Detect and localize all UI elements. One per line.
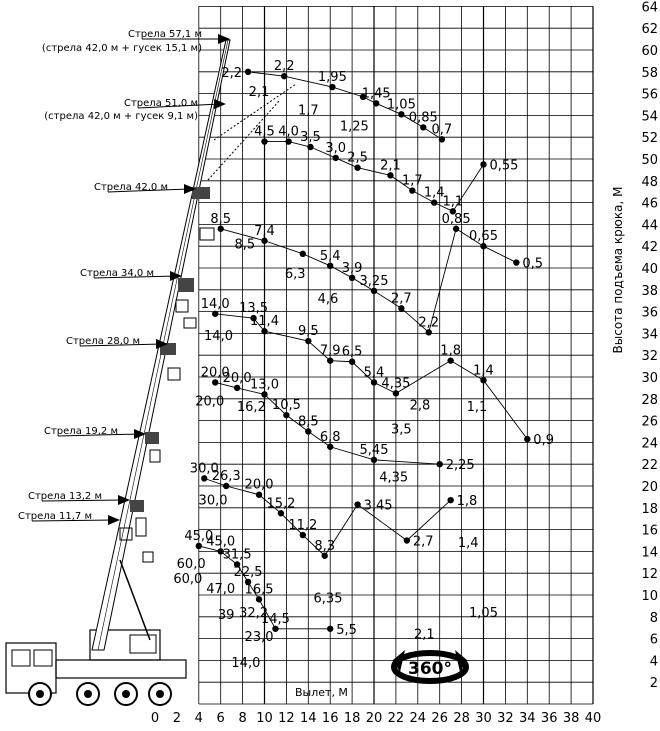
boom-label: Стрела 13,2 м [28, 491, 102, 502]
data-label: 1,25 [339, 119, 369, 135]
data-label: 26,3 [211, 469, 241, 484]
x-tick-label: 22 [387, 711, 405, 726]
y-tick-label: 32 [641, 349, 658, 365]
data-label: 0,65 [469, 229, 498, 245]
data-point [300, 251, 306, 257]
y-tick-label: 14 [641, 545, 658, 561]
data-label: 1,95 [317, 70, 347, 86]
data-label: 2,7 [391, 291, 412, 307]
data-label: 6,8 [319, 429, 341, 445]
data-label: 1,05 [386, 97, 416, 113]
data-label: 16,2 [236, 399, 266, 415]
x-tick-label: 24 [409, 711, 427, 726]
boom-arrow-head [214, 99, 226, 109]
data-label: 1,1 [442, 194, 464, 210]
data-label: 8,5 [234, 237, 256, 253]
data-label: 15,2 [266, 496, 296, 512]
boom-label: Стрела 28,0 м [66, 336, 140, 347]
data-label: 4,35 [381, 376, 411, 392]
data-label: 60,0 [173, 572, 203, 588]
data-point [354, 501, 360, 507]
data-label: 8,5 [210, 211, 232, 227]
y-tick-label: 40 [641, 262, 658, 277]
data-label: 0,5 [522, 256, 544, 272]
data-point [327, 626, 333, 632]
data-label: 2,5 [347, 150, 368, 166]
boom-label: Стрела 19,2 м [44, 426, 118, 437]
data-label: 3,45 [363, 498, 393, 514]
data-label: 16,5 [244, 582, 274, 598]
y-tick-label: 62 [641, 22, 658, 38]
boom-label: Стрела 11,7 м [18, 511, 92, 522]
x-tick-label: 12 [278, 711, 295, 726]
data-point [245, 69, 251, 75]
y-tick-label: 52 [641, 131, 658, 147]
rotation-label: 360° [408, 659, 452, 679]
data-label: 0,55 [489, 158, 519, 174]
data-label: 2,1 [380, 158, 401, 174]
data-label: 5,45 [359, 442, 389, 458]
data-label: 4,0 [278, 124, 299, 140]
y-tick-label: 44 [641, 218, 658, 234]
x-axis-label: Вылет, М [295, 686, 348, 699]
y-tick-label: 12 [641, 567, 658, 583]
rotation-badge [393, 650, 467, 681]
x-tick-label: 38 [562, 711, 580, 726]
y-tick-label: 54 [641, 109, 658, 125]
data-label: 2,2 [221, 65, 243, 81]
boom-label: Стрела 51,0 м [124, 98, 198, 109]
x-tick-label: 26 [431, 711, 448, 726]
x-tick-label: 32 [497, 711, 514, 726]
y-tick-label: 16 [641, 523, 658, 539]
x-tick-label: 10 [256, 711, 273, 726]
data-label: 45,0 [206, 534, 236, 550]
data-label: 6,35 [313, 591, 343, 607]
y-tick-label: 34 [641, 327, 658, 343]
x-tick-label: 16 [321, 711, 339, 726]
data-label: 20,0 [200, 365, 230, 381]
x-tick-label: 8 [238, 711, 247, 726]
data-label: 1,7 [297, 103, 319, 119]
data-label: 13,5 [239, 301, 269, 317]
x-tick-label: 14 [300, 711, 317, 726]
data-label: 31,5 [222, 547, 252, 563]
data-label: 2,1 [248, 84, 270, 100]
y-tick-label: 60 [641, 44, 658, 59]
data-label: 4,35 [379, 470, 409, 486]
data-label: 1,05 [469, 605, 498, 621]
y-tick-label: 2 [649, 676, 658, 692]
y-tick-label: 22 [641, 458, 658, 474]
x-tick-label: 40 [584, 711, 602, 726]
boom-arrow-head [108, 515, 120, 525]
x-tick-label: 28 [453, 711, 470, 726]
data-label: 0,85 [441, 211, 471, 227]
data-label: 2,25 [445, 458, 475, 474]
data-label: 2,1 [414, 627, 435, 643]
y-tick-label: 26 [641, 414, 658, 430]
data-label: 1,4 [423, 185, 445, 201]
data-label: 5,5 [336, 622, 357, 638]
data-label: 1,8 [456, 494, 478, 510]
y-tick-label: 20 [641, 480, 658, 495]
data-label: 10,5 [271, 398, 301, 414]
data-label: 20,0 [222, 370, 252, 386]
x-tick-label: 18 [343, 711, 361, 726]
data-label: 2,7 [412, 534, 434, 550]
y-tick-label: 58 [641, 65, 658, 81]
data-label: 2,2 [273, 59, 295, 75]
data-label: 8,5 [297, 414, 319, 430]
x-tick-label: 20 [365, 711, 383, 726]
data-point [404, 537, 410, 543]
data-label: 3,9 [341, 260, 363, 276]
data-label: 45,0 [184, 528, 214, 544]
data-label: 5,4 [319, 248, 341, 264]
x-tick-label: 36 [540, 711, 558, 726]
x-tick-label: 4 [194, 711, 203, 726]
data-label: 9,5 [297, 324, 319, 340]
y-tick-label: 46 [641, 196, 658, 212]
data-label: 0,85 [408, 110, 438, 126]
y-tick-label: 42 [641, 240, 658, 256]
data-label: 7,4 [254, 223, 275, 239]
data-label: 4,5 [254, 124, 275, 140]
data-label: 32,2 [239, 605, 269, 621]
data-label: 1,7 [401, 173, 423, 189]
data-label: 1,45 [361, 86, 391, 102]
data-label: 60,0 [176, 556, 206, 572]
y-tick-label: 50 [641, 153, 658, 168]
y-tick-label: 28 [641, 392, 658, 408]
data-label: 14,0 [204, 328, 233, 344]
y-axis-label: Высота подъема крюка, М [611, 186, 625, 354]
data-label: 5,4 [363, 365, 385, 381]
data-label: 39 [217, 607, 235, 623]
data-label: 3,25 [359, 273, 389, 289]
boom-label: Стрела 34,0 м [80, 268, 154, 279]
data-point [447, 497, 453, 503]
y-tick-label: 24 [641, 436, 658, 452]
data-label: 6,5 [341, 344, 363, 360]
data-point [480, 161, 486, 167]
data-label: 2,8 [409, 398, 431, 414]
y-tick-label: 4 [649, 654, 658, 670]
data-label: 14,5 [260, 611, 290, 627]
data-label: 1,4 [473, 363, 494, 379]
data-point [437, 461, 443, 467]
y-tick-label: 56 [641, 87, 658, 103]
y-tick-label: 36 [641, 305, 658, 321]
data-label: 2,2 [418, 315, 440, 331]
data-label: 30,0 [189, 461, 219, 477]
data-label: 30,0 [198, 493, 228, 509]
data-point [524, 436, 530, 442]
data-label: 22,5 [233, 564, 263, 580]
data-label: 6,3 [284, 266, 306, 282]
data-label: 0,9 [533, 433, 554, 449]
data-label: 1,4 [457, 536, 479, 552]
y-tick-label: 38 [641, 283, 658, 299]
data-label: 20,0 [195, 394, 225, 410]
x-tick-label: 0 [150, 711, 160, 726]
data-label: 1,8 [440, 343, 461, 359]
data-label: 11,2 [288, 518, 318, 534]
boom-label: Стрела 57,1 м [128, 29, 202, 40]
series-layer [173, 59, 554, 671]
data-label: 23,0 [244, 629, 274, 645]
x-tick-label: 2 [172, 711, 182, 726]
x-tick-label: 6 [216, 711, 225, 726]
data-label: 3,5 [300, 130, 321, 146]
data-label: 1,1 [466, 399, 488, 415]
y-tick-label: 30 [641, 371, 658, 386]
y-tick-label: 48 [641, 174, 658, 190]
y-tick-label: 8 [649, 610, 658, 626]
data-label: 11,4 [250, 314, 279, 330]
boom-sublabel: (стрела 42,0 м + гусек 15,1 м) [41, 43, 202, 54]
data-label: 7,9 [319, 343, 341, 359]
y-tick-label: 18 [641, 501, 658, 517]
data-label: 14,0 [200, 296, 230, 312]
y-tick-label: 6 [649, 632, 658, 648]
y-tick-label: 10 [641, 589, 658, 604]
x-tick-label: 30 [475, 711, 492, 726]
data-label: 3,5 [391, 422, 412, 438]
data-label: 47,0 [206, 581, 236, 597]
x-tick-label: 34 [519, 711, 536, 726]
data-label: 14,0 [231, 655, 261, 671]
y-tick-label: 64 [641, 0, 658, 16]
data-label: 13,0 [250, 377, 279, 393]
data-label: 8,3 [314, 538, 336, 554]
data-point [513, 259, 519, 265]
data-label: 3,0 [325, 140, 347, 156]
data-label: 20,0 [244, 477, 274, 493]
data-label: 4,6 [317, 291, 339, 307]
boom-sublabel: (стрела 42,0 м + гусек 9,1 м) [44, 111, 198, 122]
boom-label: Стрела 42,0 м [94, 182, 168, 193]
data-label: 0,7 [431, 122, 453, 138]
